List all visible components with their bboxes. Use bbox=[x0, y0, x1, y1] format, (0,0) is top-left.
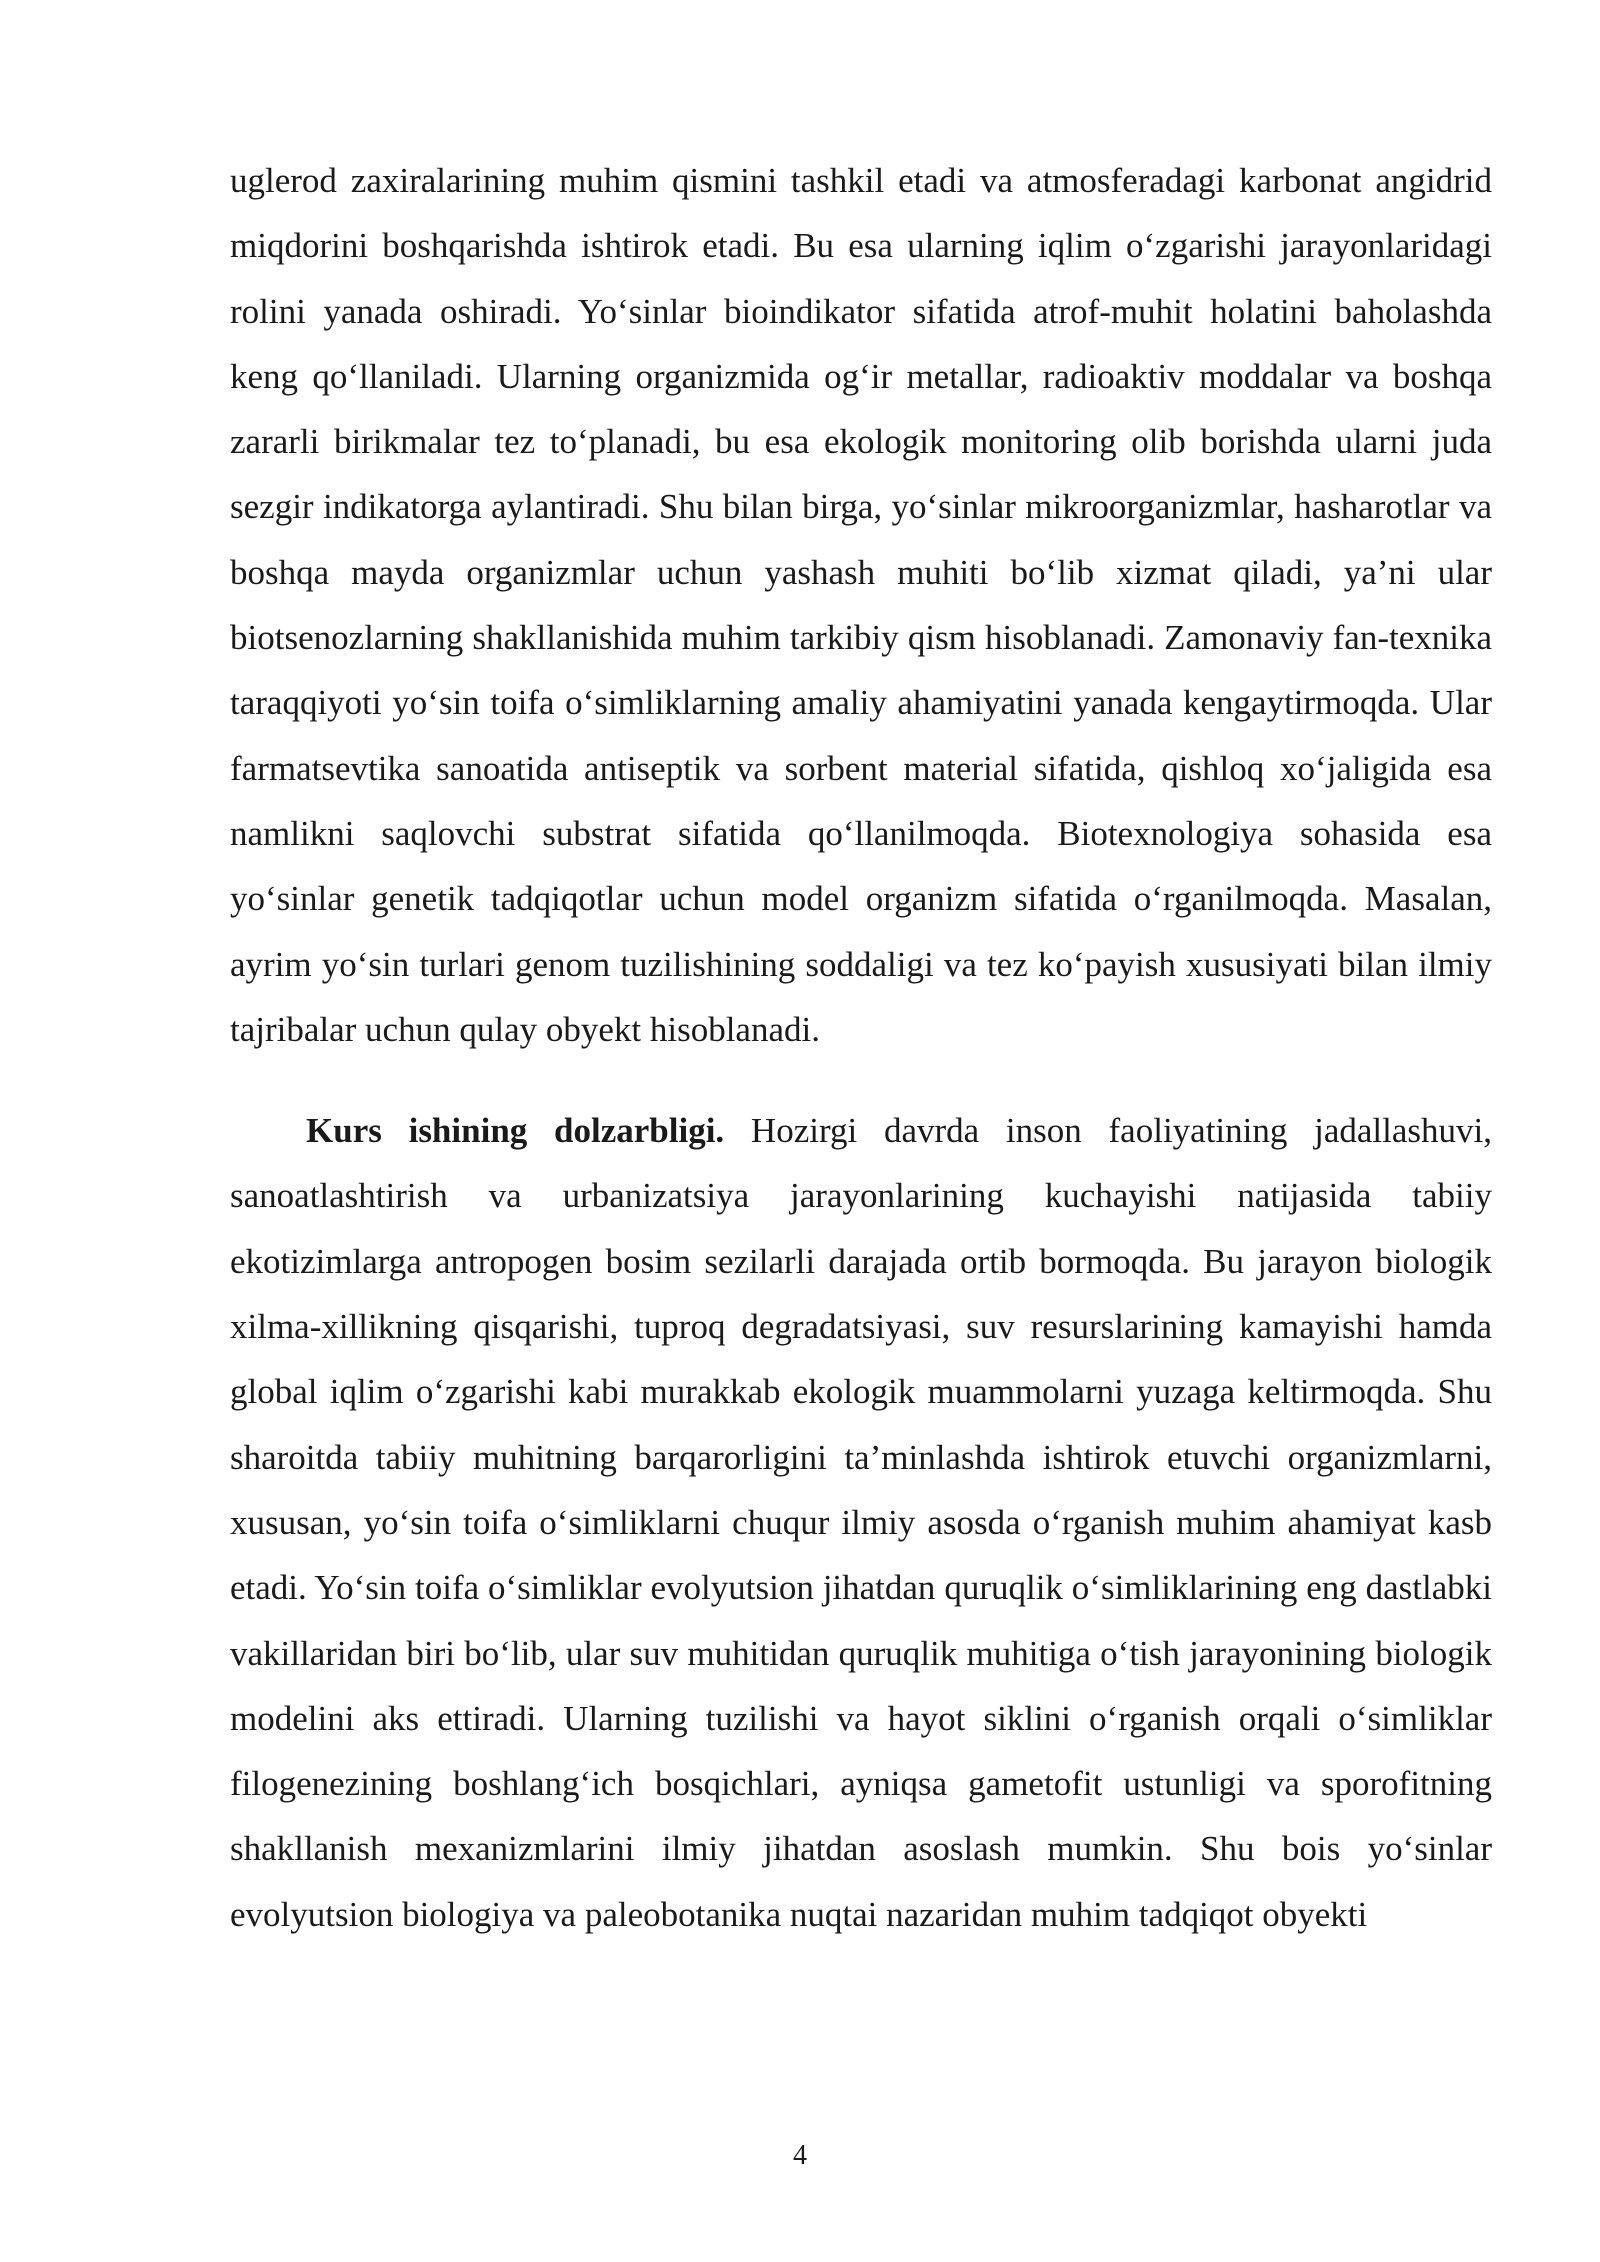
body-paragraph: uglerod zaxiralarining muhim qismini tashkil etadi va atmosferadagi karbonat angidrid miqdorini boshqarishda ishtirok etadi. Bu esa ularning iqlim o‘zgarishi jarayonlaridagi rolini yanada oshiradi. Yo‘sinlar bioindikator sifatida atrof-muhit holatini baholashda keng qo‘llaniladi. Ularning organizmida og‘ir metallar, radioaktiv moddalar va boshqa zararli birikmalar tez to‘planadi, bu esa ekologik monitoring olib borishda ularni juda sezgir indikatorga aylantiradi. Shu bilan birga, yo‘sinlar mikroorganizmlar, hasharotlar va boshqa mayda organizmlar uchun yashash muhiti bo‘lib xizmat qiladi, ya’ni ular biotsenozlarning shakllanishida muhim tarkibiy qism hisoblanadi. Zamonaviy fan-texnika taraqqiyoti yo‘sin toifa o‘simliklarning amaliy ahamiyatini yanada kengaytirmoqda. Ular farmatsevtika sanoatida antiseptik va sorbent material sifatida, qishloq xo‘jaligida esa namlikni saqlovchi substrat sifatida qo‘llanilmoqda. Biotexnologiya sohasida esa yo‘sinlar genetik tadqiqotlar uchun model organizm sifatida o‘rganilmoqda. Masalan, ayrim yo‘sin turlari genom tuzilishining soddaligi va tez ko‘payish xususiyati bilan ilmiy tajribalar uchun qulay obyekt hisoblanadi. bbox=[230, 161, 1492, 1049]
section-heading-inline: Kurs ishining dolzarbligi. bbox=[306, 1111, 725, 1151]
section-paragraph-text: Hozirgi davrda inson faoliyatining jadallashuvi, sanoatlashtirish va urbanizatsiya jarayonlarining kuchayishi natijasida tabiiy ekotizimlarga antropogen bosim sezilarli darajada ortib bormoqda. Bu jarayon biologik xilma-xillikning qisqarishi, tuproq degradatsiyasi, suv resurslarining kamayishi hamda global iqlim o‘zgarishi kabi murakkab ekologik muammolarni yuzaga keltirmoqda. Shu sharoitda tabiiy muhitning barqarorligini ta’minlashda ishtirok etuvchi organizmlarni, xususan, yo‘sin toifa o‘simliklarni chuqur ilmiy asosda o‘rganish muhim ahamiyat kasb etadi. Yo‘sin toifa o‘simliklar evolyutsion jihatdan quruqlik o‘simliklarining eng dastlabki vakillaridan biri bo‘lib, ular suv muhitidan quruqlik muhitiga o‘tish jarayonining biologik modelini aks ettiradi. Ularning tuzilishi va hayot siklini o‘rganish orqali o‘simliklar filogenezining boshlang‘ich bosqichlari, ayniqsa gametofit ustunligi va sporofitning shakllanish mexanizmlarini ilmiy jihatdan asoslash mumkin. Shu bois yo‘sinlar evolyutsion biologiya va paleobotanika nuqtai nazaridan muhim tadqiqot obyekti bbox=[230, 1111, 1492, 1934]
document-page bbox=[230, 148, 1492, 1947]
page-number: 4 bbox=[793, 2140, 807, 2171]
section-paragraph bbox=[230, 1098, 1492, 1947]
